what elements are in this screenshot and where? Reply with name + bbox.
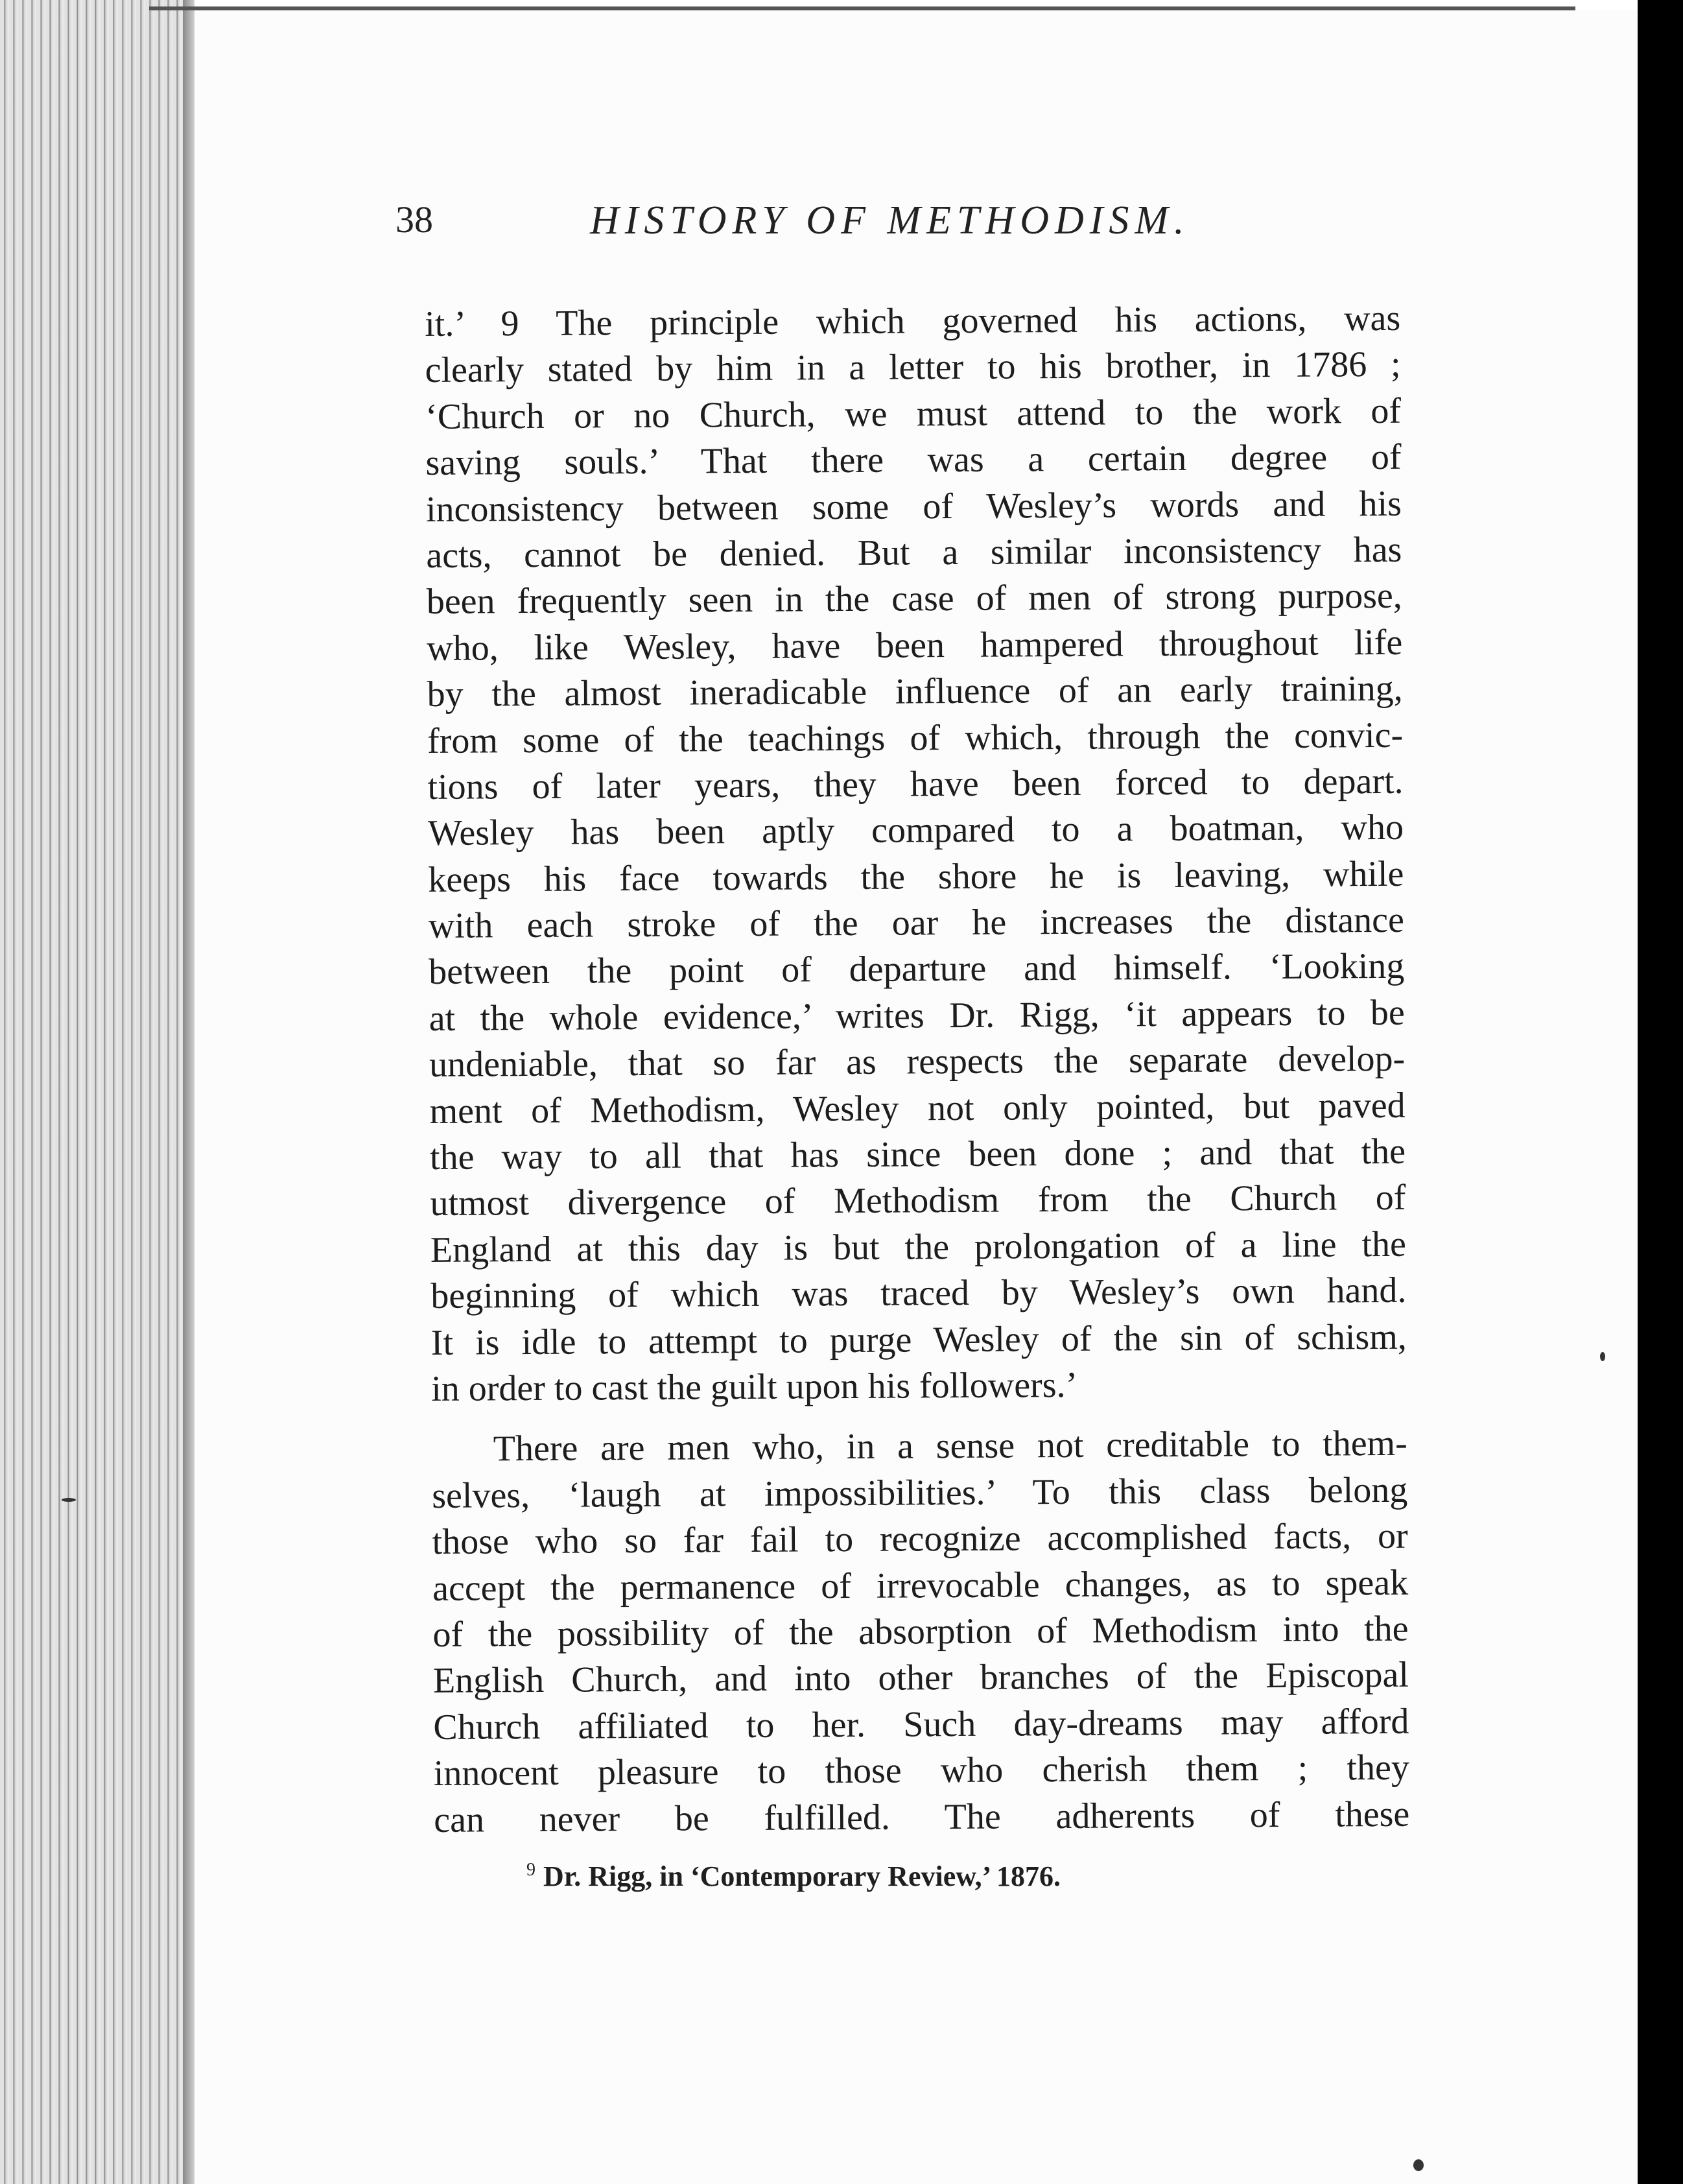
text-line: England at this day is but the prolongation of a line the: [430, 1224, 1407, 1270]
text-line: between the point of departure and himself. ‘Looking: [429, 946, 1405, 993]
scan-speck: [1413, 2159, 1424, 2171]
text-line: acts, cannot be denied. But a similar inconsistency has: [426, 529, 1402, 576]
text-line: who, like Wesley, have been hampered throughout life: [427, 622, 1403, 669]
scan-speck: [62, 1498, 76, 1502]
text-line: Church affiliated to her. Such day-dreams may afford: [433, 1701, 1409, 1748]
running-title: HISTORY OF METHODISM.: [590, 198, 1190, 243]
text-line: the way to all that has since been done ; and that the: [429, 1131, 1406, 1178]
text-line: can never be fulfilled. The adherents of these: [434, 1794, 1410, 1840]
page-edge-stack: [0, 0, 194, 2184]
text-line: of the possibility of the absorption of Methodism into the: [432, 1608, 1409, 1655]
text-line: ‘Church or no Church, we must attend to the work of: [425, 390, 1402, 437]
text-line: accept the permanence of irrevocable changes, as to speak: [432, 1562, 1409, 1609]
text-line: It is idle to attempt to purge Wesley of the sin of schism,: [430, 1316, 1407, 1363]
scan-border: [1638, 0, 1683, 2184]
text-line: selves, ‘laugh at impossibilities.’ To this class belong: [432, 1469, 1408, 1516]
text-line: There are men who, in a sense not creditable to them-: [493, 1423, 1407, 1469]
text-line: those who so far fail to recognize accomplished facts, or: [432, 1515, 1408, 1563]
body-text: [425, 296, 1409, 1844]
page-number: 38: [395, 198, 433, 241]
text-line: with each stroke of the oar he increases the distance: [428, 899, 1405, 947]
text-line: in order to cast the guilt upon his followers.’: [431, 1364, 1078, 1409]
scan-speck: [1600, 1352, 1605, 1361]
text-line: beginning of which was traced by Wesley’s own hand.: [430, 1270, 1407, 1317]
text-line: tions of later years, they have been forced to depart.: [427, 761, 1404, 807]
text-line: innocent pleasure to those who cherish them ; they: [433, 1747, 1410, 1794]
text-line: by the almost ineradicable influence of an early training,: [427, 668, 1403, 715]
text-line: it.’ 9 The principle which governed his actions, was: [425, 298, 1401, 344]
text-line: ment of Methodism, Wesley not only pointed, but paved: [429, 1085, 1406, 1132]
text-line: from some of the teachings of which, through the convic-: [427, 715, 1404, 761]
text-line: English Church, and into other branches of the Episcopal: [432, 1655, 1409, 1702]
text-line: keeps his face towards the shore he is leaving, while: [428, 853, 1404, 900]
text-line: been frequently seen in the case of men of strong purpose,: [426, 576, 1402, 623]
text-line: inconsistency between some of Wesley’s words and his: [425, 483, 1402, 530]
footnote-marker: 9: [526, 1860, 536, 1881]
text-line: Wesley has been aptly compared to a boatman, who: [427, 807, 1404, 854]
text-line: utmost divergence of Methodism from the Church of: [430, 1178, 1406, 1224]
text-line: at the whole evidence,’ writes Dr. Rigg, ‘it appears to be: [429, 992, 1405, 1039]
text-line: saving souls.’ That there was a certain degree of: [425, 436, 1402, 484]
running-header: [395, 198, 1433, 256]
text-line: undeniable, that so far as respects the separate develop-: [429, 1039, 1406, 1086]
footnote-text: Dr. Rigg, in ‘Contemporary Review,’ 1876.: [543, 1860, 1061, 1892]
text-line: clearly stated by him in a letter to his brother, in 1786 ;: [425, 344, 1401, 391]
footnote: [526, 1860, 1434, 1893]
